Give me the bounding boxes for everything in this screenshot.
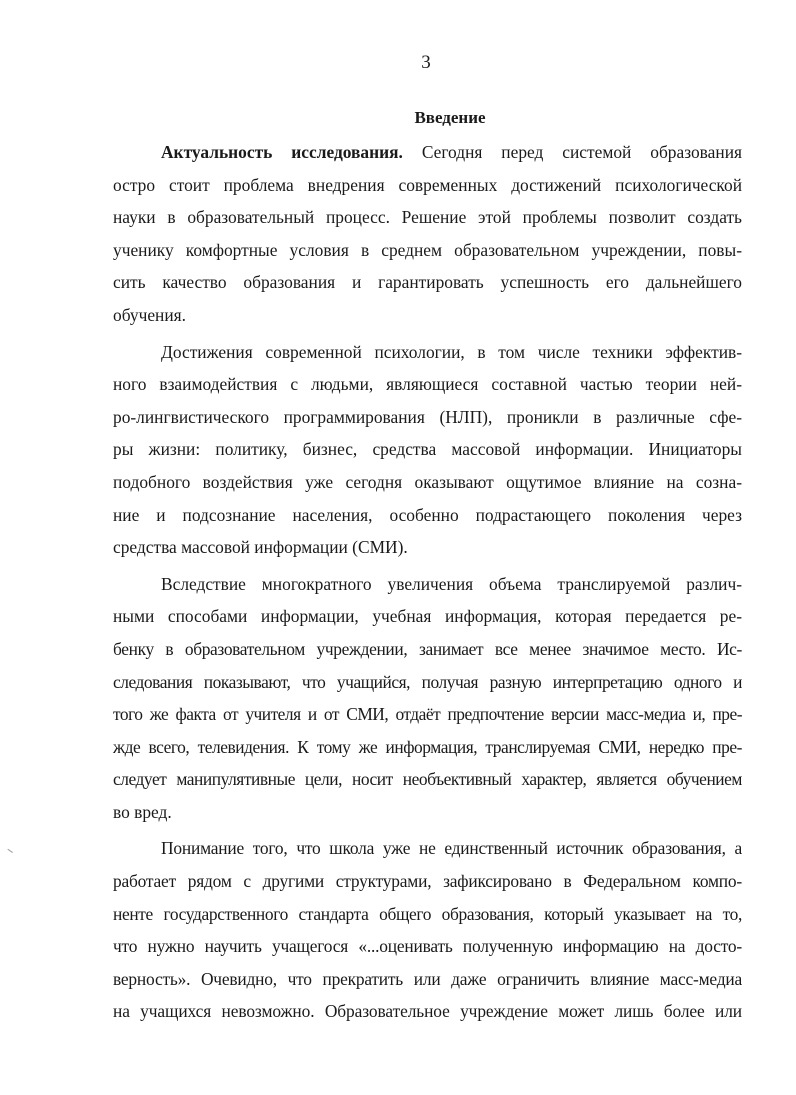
body-text [113, 136, 742, 1028]
text-line: ного взаимодействия с людьми, являющиеся составной частью теории ней- [113, 374, 742, 395]
text-line: верность». Очевидно, что прекратить или даже ограничить влияние масс-медиа [113, 968, 742, 989]
text-line: во вред. [113, 801, 172, 822]
text-line: ры жизни: политику, бизнес, средства массовой информации. Инициаторы [113, 439, 742, 460]
text-line: обучения. [113, 304, 187, 325]
text-line: остро стоит проблема внедрения современных достижений психологической [113, 174, 742, 195]
page-number: 3 [421, 52, 431, 73]
text-line: ученику комфортные условия в среднем образовательном учреждении, повы- [113, 239, 742, 260]
section-title: Введение [414, 108, 486, 127]
text-line: Достижения современной психологии, в том числе техники эффектив- [161, 341, 742, 362]
text-line: Понимание того, что школа уже не единственный источник образования, а [161, 838, 742, 859]
text-line: подобного воздействия уже сегодня оказывают ощутимое влияние на созна- [113, 471, 742, 492]
text-line: следования показывают, что учащийся, получая разную интерпретацию одного и [113, 671, 742, 692]
text-line: ние и подсознание населения, особенно подрастающего поколения через [113, 504, 742, 525]
text-line: работает рядом с другими структурами, зафиксировано в Федеральном компо- [113, 871, 742, 892]
text-fragment: Сегодня перед системой образования [402, 142, 742, 162]
text-line: что нужно научить учащегося «...оценивать полученную информацию на досто- [113, 936, 742, 957]
paragraph-1-line-1 [113, 136, 742, 169]
text-line: того же факта от учителя и от СМИ, отдаёт предпочтение версии масс-медиа и, пре- [113, 704, 742, 725]
text-line: науки в образовательный процесс. Решение этой проблемы позволит создать [113, 207, 742, 228]
text-line: бенку в образовательном учреждении, занимает все менее значимое место. Ис- [113, 638, 742, 659]
scan-artifact [5, 849, 13, 857]
text-line: ненте государственного стандарта общего образования, который указывает на то, [113, 903, 742, 924]
text-line: следует манипулятивные цели, носит необъективный характер, является обучением [113, 769, 742, 790]
text-line: на учащихся невозможно. Образовательное учреждение может лишь более или [113, 1001, 742, 1022]
text-line: Вследствие многократного увеличения объема транслируемой различ- [161, 573, 742, 594]
text-line: ными способами информации, учебная информация, которая передается ре- [113, 606, 742, 627]
text-line: ро-лингвистического программирования (НЛП), проникли в различные сфе- [113, 406, 742, 427]
text-line: средства массовой информации (СМИ). [113, 537, 408, 558]
text-line: сить качество образования и гарантировать успешность его дальнейшего [113, 272, 742, 293]
bold-lead-phrase: Актуальность исследования. [161, 142, 403, 162]
text-line: жде всего, телевидения. К тому же информация, транслируемая СМИ, нередко пре- [113, 736, 742, 757]
